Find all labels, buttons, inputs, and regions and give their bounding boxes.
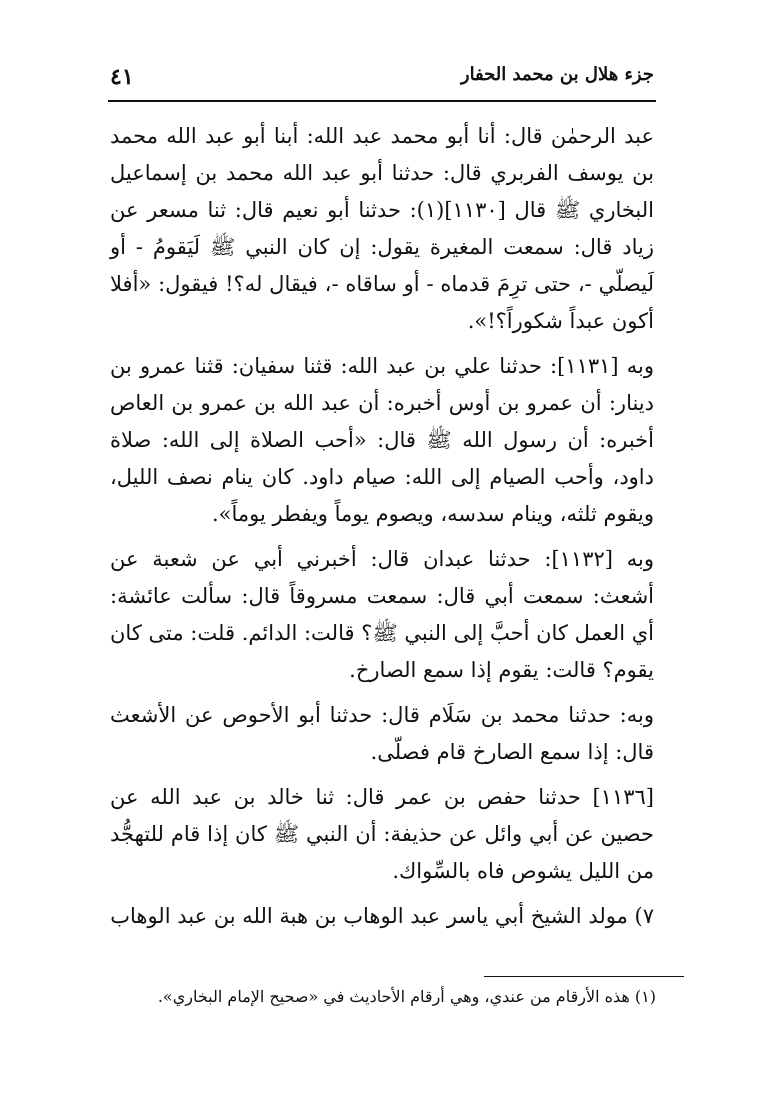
paragraph-hadith-1136: [١١٣٦] حدثنا حفص بن عمر قال: ثنا خالد بن عبد الله عن حصين عن أبي وائل عن حذيفة: أن النبي ﷺ كان إذا قام للتهجُّد من الليل يشوص فاه بالسِّواك. — [110, 785, 654, 883]
paragraph-section-7: ٧) مولد الشيخ أبي ياسر عبد الوهاب بن هبة الله بن عبد الوهاب — [110, 904, 654, 928]
paragraph-hadith-ibn-salam: وبه: حدثنا محمد بن سَلَام قال: حدثنا أبو الأحوص عن الأشعث قال: إذا سمع الصارخ قام فصلّى. — [110, 703, 654, 764]
footnote-divider — [484, 976, 684, 977]
paragraph-hadith-1130: عبد الرحمٰن قال: أنا أبو محمد عبد الله: أبنا أبو عبد الله محمد بن يوسف الفربري قال: حدثنا أبو عبد الله محمد بن إسماعيل البخاري ﷺ قال [١١٣٠](١): حدثنا أبو نعيم قال: ثنا مسعر عن زياد قال: سمعت المغيرة يقول: إن كان النبي ﷺ لَيَقومُ - أو لَيصلّي -، حتى ترِمَ قدماه - أو ساقاه -، فيقال له؟! فيقول: «أفلا أكون عبداً شكوراً؟!». — [110, 124, 654, 333]
page-header-title: جزء هلال بن محمد الحفار — [460, 64, 654, 85]
paragraph-hadith-1131: وبه [١١٣١]: حدثنا علي بن عبد الله: قثنا سفيان: قثنا عمرو بن دينار: أن عمرو بن أوس أخبره: أن عبد الله بن عمرو بن العاص أخبره: أن رسول الله ﷺ قال: «أحب الصلاة إلى الله: صلاة داود، وأحب الصيام إلى الله: صيام داود. كان ينام نصف الليل، ويقوم ثلثه، وينام سدسه، ويصوم يوماً ويفطر يوماً». — [110, 354, 654, 526]
header-divider — [108, 100, 656, 102]
page-number: ٤١ — [110, 64, 134, 90]
page-body — [110, 118, 654, 943]
paragraph-hadith-1132: وبه [١١٣٢]: حدثنا عبدان قال: أخبرني أبي عن شعبة عن أشعث: سمعت أبي قال: سمعت مسروقاً قال: سألت عائشة: أي العمل كان أحبَّ إلى النبي ﷺ؟ قالت: الدائم. قلت: متى كان يقوم؟ قالت: يقوم إذا سمع الصارخ. — [110, 547, 654, 682]
footnote: (١) هذه الأرقام من عندي، وهي أرقام الأحاديث في «صحيح الإمام البخاري». — [157, 987, 656, 1006]
